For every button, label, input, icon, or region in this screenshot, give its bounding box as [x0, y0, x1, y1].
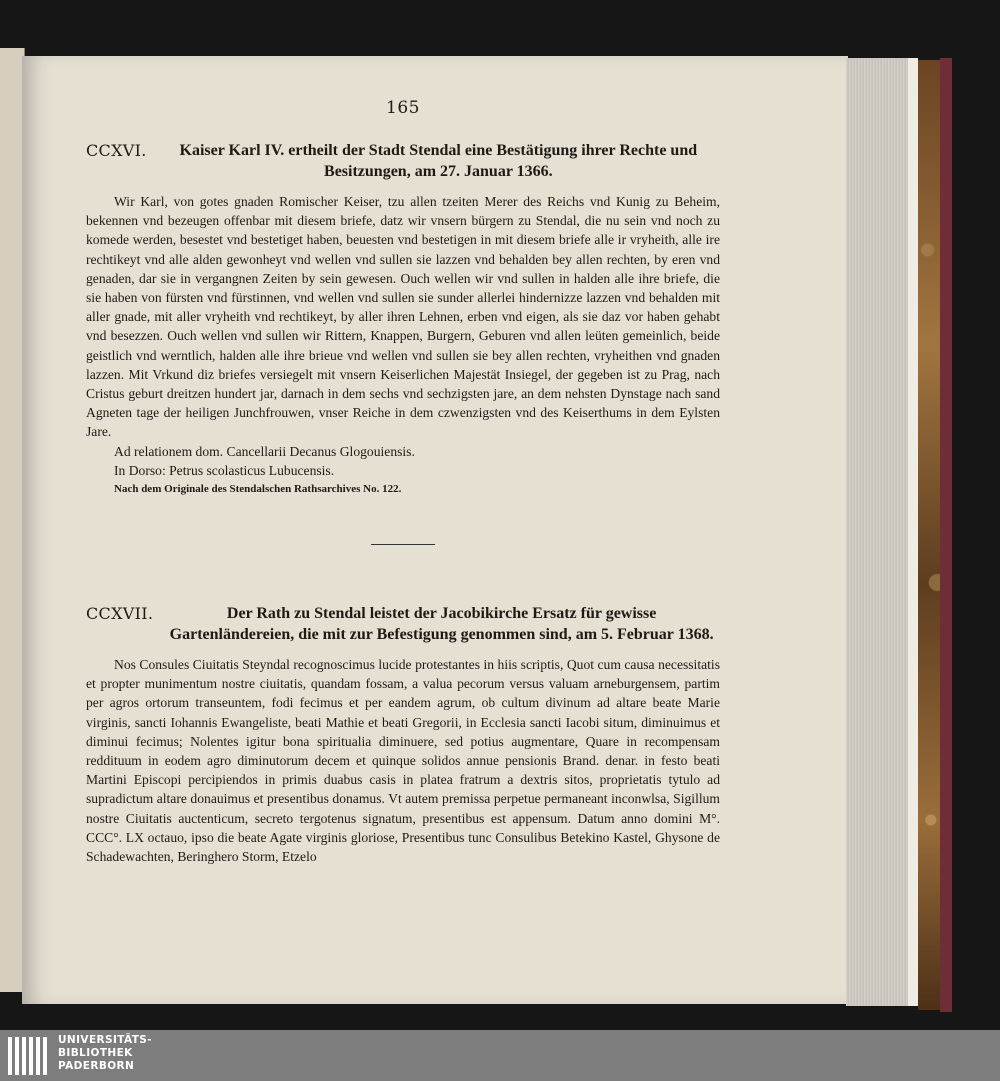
section-heading-1 [86, 140, 720, 182]
section-number: CCXVII. [86, 604, 154, 624]
charter-text: Wir Karl, von gotes gnaden Romischer Keiser, tzu allen tzeiten Merer des Reichs vnd Kunig zu Beheim, bekennen vnd bezeugen offenbar mit diesem briefe, datz wir vnsern bürgern zu Stendal, die nu sein vnd noch zu komede werden, besestet vnd bestetiget haben, beuesten vnd bestetigen in mit diesem briefe alle ir vryheith, alle ire rechtikeyt vnd alle alden gewonheyt vnd wellen vnd sullen sie lazzen vnd behalden bey allen rechten, by eren vnd genaden, dar sie in vergangnen Zeiten by sein gewesen. Ouch wellen wir vnd sullen in halden alle ihre briefe, die sie haben von fürsten vnd fürstinnen, vnd wellen vnd sullen sie sunder allerlei hindernizze lazzen vnd behalden mit aller gnade, mit aller vryheith vnd rechtikeyt, by aller ihren Lehnen, erben vnd eigen, als sie daz vor haben gehabt vnd besezzen. Ouch wellen vnd sullen wir Rittern, Knappen, Burgern, Geburen vnd allen leüten gemeinlich, beide geistlich vnd werntlich, halden alle ihre brieue vnd wellen vnd sullen sie bey allen rechten, vryheithen vnd gnaden lazzen. Mit Vrkund diz briefes versiegelt mit vnsern Keiserlichen Majestät Insiegel, der gegeben ist zu Prag, nach Cristus geburt dreitzen hundert jar, darnach in dem sechs vnd sechzigsten jare, an dem nehsten Dynstage nach sand Agneten tage der heiligen Junchfrouwen, vnser Reiche in dem czwenzigsten vnd des Keiserthums in dem Eylsten Jare. [86, 194, 720, 440]
page-number: 165 [386, 98, 420, 118]
section-body-1 [86, 192, 720, 442]
university-library-logo-icon [6, 1033, 50, 1079]
library-name-line: PADERBORN [58, 1060, 135, 1072]
relation-line: Ad relationem dom. Cancellarii Decanus Glogouiensis. [114, 443, 415, 459]
section-title: Kaiser Karl IV. ertheilt der Stadt Stendal eine Bestätigung ihrer Rechte und Besitzungen, am 27. Januar 1366. [179, 142, 698, 180]
page-text [86, 98, 720, 866]
section-number: CCXVI. [86, 141, 147, 160]
section-title: Der Rath zu Stendal leistet der Jacobikirche Ersatz für gewisse Gartenländereien, die mit zur Befestigung genommen sind, am 5. Februar 1368. [169, 605, 714, 644]
source-note: Nach dem Originale des Stendalschen Rathsarchives No. 122. [114, 483, 402, 496]
section-heading-2 [86, 603, 720, 645]
cover-binding [940, 58, 952, 1012]
page-stack-edges [846, 58, 918, 1006]
library-name-line: UNIVERSITÄTS- [58, 1034, 153, 1046]
section-body-2 [86, 655, 720, 866]
section-divider [371, 544, 435, 545]
charter-text: Nos Consules Ciuitatis Steyndal recognoscimus lucide protestantes in hiis scriptis, Quot cum causa necessitatis et propter munimentum nostre ciuitatis, quandam fossam, a valua pecorum versus valuam arneburgensem, partim per agros ortorum transeuntem, fodi fecimus et per eandem agrum, ob cultum divinum ad altare beate Marie virginis, sancti Iohannis Ewangeliste, beati Mathie et beati Gregorii, in Ecclesia sancti Iacobi situm, diminuimus et diminui fecimus; Nolentes igitur bona spiritualia diminuere, sed potius augmentare, Quare in recompensam reddituum in eodem agro diminutorum decem et quinque solidos annue pensionis Brand. denar. in festo beati Martini Episcopi percipiendos in primis duabus casis in platea fratrum a dextris sitos, proprietatis tytulo ad supradictum altare donauimus et presentibus donamus. Vt autem premissa perpetue permaneant inconwlsa, Sigillum nostre Ciuitatis auctenticum, secreto tergotenus signatum, presentibus est appensum. Datum anno domini M°. CCC°. LX octauo, ipso die beate Agate virginis gloriose, Presentibus tunc Consulibus Betekino Kastel, Ghysone de Schadewachten, Beringhero Storm, Etzelo [86, 657, 720, 865]
library-name-line: BIBLIOTHEK [58, 1047, 133, 1059]
dorso-line: In Dorso: Petrus scolasticus Lubucensis. [114, 462, 335, 478]
library-name [58, 1034, 152, 1073]
